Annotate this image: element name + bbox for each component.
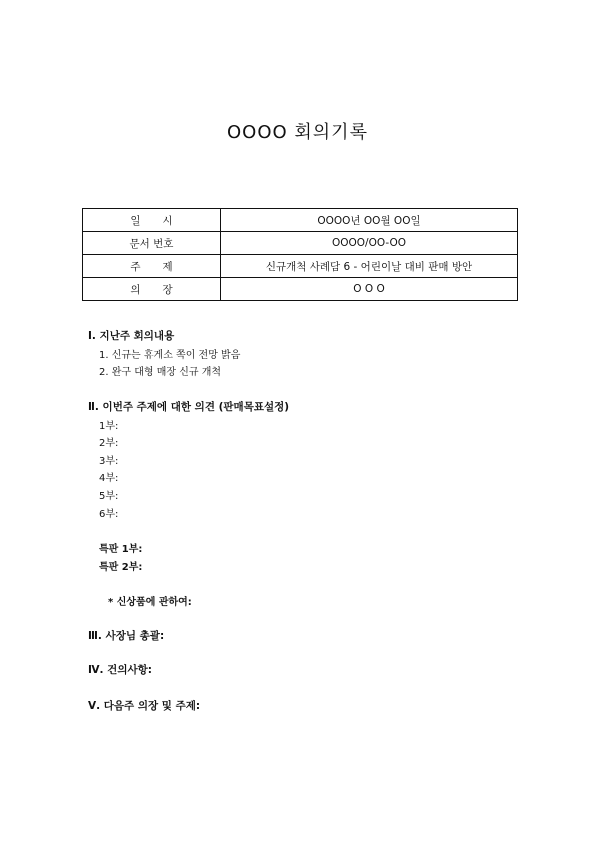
department-4-line: 4부: xyxy=(99,473,119,484)
department-3-line: 3부: xyxy=(99,456,119,467)
section-5-heading: Ⅴ. 다음주 의장 및 주제: xyxy=(88,700,201,712)
document-title: OOOO 회의기록 xyxy=(227,122,368,143)
department-2-line: 2부: xyxy=(99,438,119,449)
date-value: OOOO년 OO월 OO일 xyxy=(221,209,518,232)
section-1-item: 1. 신규는 휴게소 쪽이 전망 밝음 xyxy=(99,350,241,361)
table-row xyxy=(83,278,518,301)
section-2-heading: Ⅱ. 이번주 주제에 대한 의견 (판매목표설정) xyxy=(88,401,290,413)
doc-number-value: OOOO/OO-OO xyxy=(221,232,518,255)
topic-label: 주제 xyxy=(83,255,221,278)
topic-value: 신규개척 사례담 6 - 어린이날 대비 판매 방안 xyxy=(221,255,518,278)
section-4-heading: Ⅳ. 건의사항: xyxy=(88,664,152,676)
department-5-line: 5부: xyxy=(99,491,119,502)
table-row xyxy=(83,232,518,255)
section-3-heading: Ⅲ. 사장님 총괄: xyxy=(88,630,165,642)
section-1-item: 2. 완구 대형 매장 신규 개척 xyxy=(99,367,222,378)
date-label: 일시 xyxy=(83,209,221,232)
department-6-line: 6부: xyxy=(99,509,119,520)
table-row xyxy=(83,209,518,232)
department-1-line: 1부: xyxy=(99,421,119,432)
chair-label: 의장 xyxy=(83,278,221,301)
section-1-heading: Ⅰ. 지난주 회의내용 xyxy=(88,330,175,342)
special-sales-2-line: 특판 2부: xyxy=(99,562,143,573)
meeting-info-table xyxy=(82,208,518,301)
new-product-note: * 신상품에 관하여: xyxy=(108,597,192,608)
chair-value: O O O xyxy=(221,278,518,301)
doc-number-label: 문서 번호 xyxy=(83,232,221,255)
table-row xyxy=(83,255,518,278)
special-sales-1-line: 특판 1부: xyxy=(99,544,143,555)
